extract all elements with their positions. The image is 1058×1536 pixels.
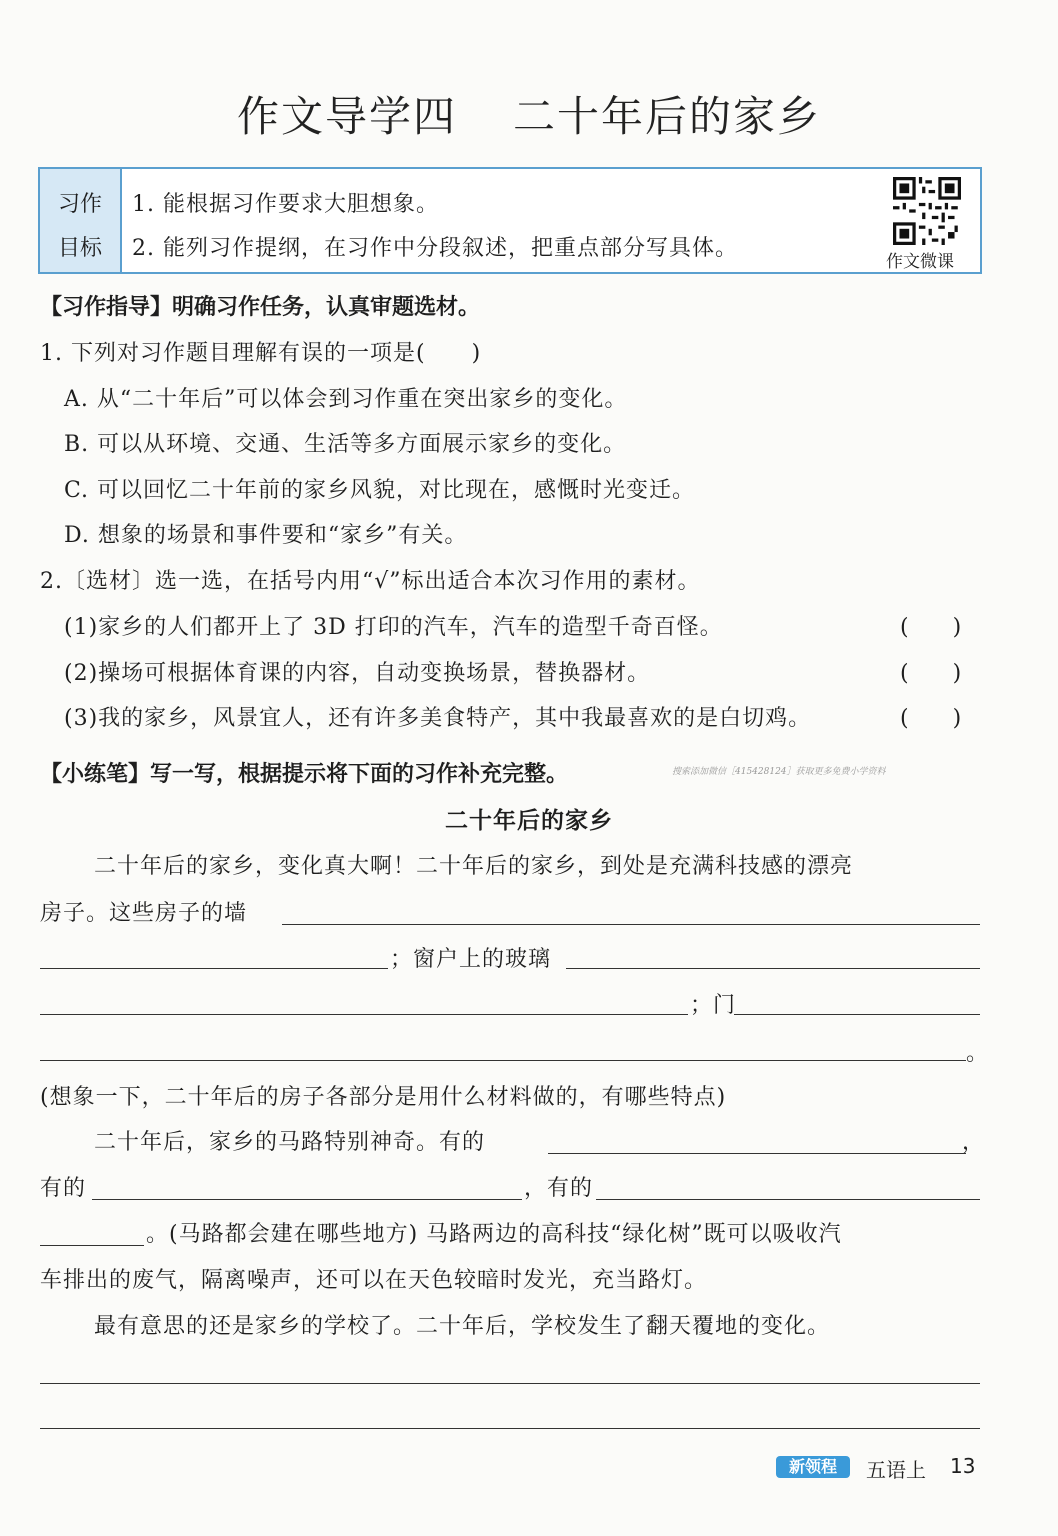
- guide-header: 【习作指导】明确习作任务，认真审题选材。: [40, 295, 481, 320]
- blank-window-cont[interactable]: [40, 1014, 688, 1015]
- blank-road-2[interactable]: [92, 1199, 522, 1200]
- essay-p1-line1: 二十年后的家乡，变化真大啊！二十年后的家乡，到处是充满科技感的漂亮: [94, 854, 854, 879]
- question-2: 2.〔选材〕选一选，在括号内用“√”标出适合本次习作用的素材。: [40, 569, 701, 594]
- essay-p2-comma: ，: [962, 1130, 986, 1155]
- essay-p2-have1: 有的: [40, 1176, 87, 1201]
- essay-p2-start: 二十年后，家乡的马路特别神奇。有的: [94, 1130, 486, 1155]
- blank-window[interactable]: [566, 968, 980, 969]
- qr-code-icon[interactable]: [890, 177, 964, 245]
- essay-p1-end: 。: [966, 1041, 990, 1066]
- practice-header: 【小练笔】写一写，根据提示将下面的习作补充完整。: [40, 762, 569, 787]
- q2-item-2: (2)操场可根据体育课的内容，自动变换场景，替换器材。: [64, 661, 651, 686]
- blank-door-cont[interactable]: [40, 1060, 966, 1061]
- watermark: 搜索添加微信［415428124］获取更多免费小学资料: [672, 767, 886, 777]
- qr-caption: 作文微课: [886, 252, 954, 272]
- page-title: 作文导学四 二十年后的家乡: [236, 92, 822, 141]
- blank-school-2[interactable]: [40, 1428, 980, 1429]
- essay-title: 二十年后的家乡: [445, 808, 613, 834]
- publisher-badge: 新领程: [776, 1456, 850, 1478]
- blank-wall-cont[interactable]: [40, 968, 388, 969]
- blank-door[interactable]: [734, 1014, 980, 1015]
- q2-answer-3[interactable]: ( ): [900, 706, 962, 731]
- essay-window-label: ；窗户上的玻璃: [390, 947, 552, 972]
- blank-road-1[interactable]: [548, 1153, 966, 1154]
- q1-option-d: D. 想象的场景和事件要和“家乡”有关。: [64, 523, 468, 548]
- blank-wall[interactable]: [282, 924, 980, 925]
- q2-answer-2[interactable]: ( ): [900, 661, 962, 686]
- goal-item-1: 1. 能根据习作要求大胆想象。: [132, 192, 439, 217]
- page-number: 13: [950, 1454, 976, 1478]
- writing-goals-box: [38, 167, 982, 274]
- q1-option-a: A. 从“二十年后”可以体会到习作重在突出家乡的变化。: [64, 387, 628, 412]
- essay-door-label: ；门: [690, 993, 737, 1018]
- q1-option-b: B. 可以从环境、交通、生活等多方面展示家乡的变化。: [64, 432, 627, 457]
- blank-school-1[interactable]: [40, 1383, 980, 1384]
- blank-road-4[interactable]: [40, 1245, 144, 1246]
- q2-item-1: (1)家乡的人们都开上了 3D 打印的汽车，汽车的造型千奇百怪。: [64, 615, 723, 640]
- goal-item-2: 2. 能列习作提纲，在习作中分段叙述，把重点部分写具体。: [132, 236, 738, 261]
- blank-road-3[interactable]: [596, 1199, 980, 1200]
- essay-p2-have2: ，有的: [524, 1176, 594, 1201]
- essay-p1-line2: 房子。这些房子的墙: [40, 901, 248, 926]
- hint-house: (想象一下，二十年后的房子各部分是用什么材料做的，有哪些特点): [40, 1085, 727, 1110]
- essay-p3-line1: 最有意思的还是家乡的学校了。二十年后，学校发生了翻天覆地的变化。: [94, 1314, 831, 1339]
- book-label: 五语上: [866, 1458, 926, 1482]
- q1-option-c: C. 可以回忆二十年前的家乡风貌，对比现在，感慨时光变迁。: [64, 478, 696, 503]
- essay-p2-line4: 。(马路都会建在哪些地方) 马路两边的高科技“绿化树”既可以吸收汽: [146, 1222, 842, 1247]
- essay-p2-line5: 车排出的废气，隔离噪声，还可以在天色较暗时发光，充当路灯。: [40, 1268, 708, 1293]
- q2-item-3: (3)我的家乡，风景宜人，还有许多美食特产，其中我最喜欢的是白切鸡。: [64, 706, 812, 731]
- question-1: 1. 下列对习作题目理解有误的一项是( ): [40, 341, 482, 366]
- q2-answer-1[interactable]: ( ): [900, 615, 962, 640]
- goals-label: 习作 目标: [40, 169, 122, 272]
